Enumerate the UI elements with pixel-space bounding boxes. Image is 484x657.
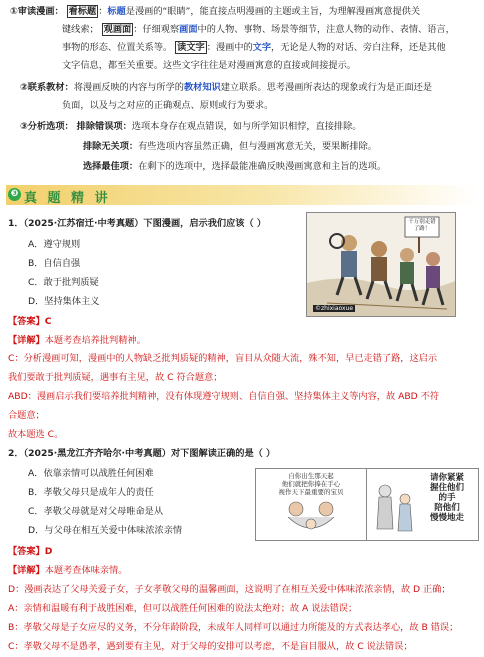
title-box: 看标题 <box>68 6 97 17</box>
analysis-head: 本题考查培养批判精神。 <box>44 335 146 346</box>
exclude-irrelevant-label: 排除无关项： <box>83 141 139 152</box>
item-title: 分析选项： <box>27 121 74 132</box>
text: 仔细观察 <box>142 24 180 35</box>
item-number: ③ <box>20 121 28 132</box>
q2-cartoon-left-drawing <box>256 469 366 540</box>
method-item1-line3: 事物的形态、位置关系等。 读文字 ：漫画中的文字，无论是人物的对话、旁白注释，还是其他 <box>62 42 446 53</box>
q1-answer <box>8 316 52 328</box>
text: ，无论是人物的对话、旁白注释，还是其他 <box>271 42 446 53</box>
q2-cartoon-left-panel <box>256 469 367 540</box>
keyword-textbook: 教材知识 <box>183 82 221 93</box>
q1-analysis-line: 合题意； <box>8 410 45 421</box>
answer-label: 【答案】 <box>8 316 45 327</box>
keyword-words: 文字 <box>252 42 272 53</box>
q2-option-c: C．孝敬父母就是对父母唯命是从 <box>28 506 164 517</box>
q1-stem: 1．（2025·江苏宿迁·中考真题）下图漫画，启示我们应该（ ） <box>8 218 267 229</box>
q2-cartoon-image <box>255 468 479 541</box>
q1-option-b: B．自信自强 <box>28 258 81 269</box>
analysis-label: 【详解】 <box>8 565 45 576</box>
answer-label: 【答案】 <box>8 546 45 557</box>
method-item1: ①审读漫画： 看标题 ：标题是漫画的“眼睛”，能直接点明漫画的主题或主旨，为理解漫画寓意提供关 <box>10 6 421 17</box>
choose-best-label: 选择最佳项： <box>83 161 139 172</box>
q2-analysis-line: B：孝敬父母是子女应尽的义务，不分年龄阶段，未成年人同样可以通过力所能及的方式表达孝心，故 B 错误； <box>8 622 459 633</box>
q1-option-a: A．遵守规则 <box>28 239 81 250</box>
q2-cartoon-left-text: 自你出生那天起 他们就把你捧在手心 视作天下最重要的宝贝 <box>278 472 344 496</box>
text: 在剩下的选项中，选择最能准确反映漫画寓意和主旨的选项。 <box>138 161 387 172</box>
answer-value: C <box>44 316 52 327</box>
words-box: 读文字 <box>177 42 205 53</box>
q1-analysis-head <box>8 335 146 347</box>
text: 中的人物、事物、场景等细节，注意人物的动作、表情、语言， <box>197 24 455 35</box>
method-item3-line3 <box>83 161 386 173</box>
text: 文字信息，都至关重要。这些文字往往是对漫画寓意的直接或间接提示。 <box>62 60 356 71</box>
exclude-wrong-label: 排除错误项： <box>76 121 132 132</box>
text: 将漫画反映的内容与所学的 <box>73 82 184 93</box>
q1-cartoon-sign: 千万别走错了路！ <box>408 219 436 232</box>
text: 选项本身存在观点错误，如与所学知识相悖，直接排除。 <box>131 121 362 132</box>
method-item3 <box>20 121 361 133</box>
q2-analysis-line: D：漫画表达了父母关爱子女，子女孝敬父母的温馨画面，这说明了在相互关爱中体味浓浓亲情，故 D 正确； <box>8 584 451 595</box>
q1-cartoon-image <box>306 212 456 317</box>
item-title: 联系教材： <box>27 82 74 93</box>
item-title: 审读漫画： <box>17 6 64 17</box>
analysis-head: 本题考查体味亲情。 <box>44 565 128 576</box>
section-number-icon: ❸ <box>8 188 21 201</box>
q2-analysis-line: C：孝敬父母不是愚孝，遇到要有主见，对于父母的安排可以考虑，不是盲目服从，故 C 说法错误； <box>8 641 413 652</box>
q2-analysis-head <box>8 565 127 577</box>
keyword-picture: 画面 <box>179 24 198 35</box>
q1-option-c: C．敢于批判质疑 <box>28 277 99 288</box>
text: 漫画中的 <box>215 42 253 53</box>
q1-analysis-line: 故本题选 C。 <box>8 429 64 440</box>
q1-analysis-line: 我们要敢于批判质疑，遇事有主见，故 C 符合题意； <box>8 372 223 383</box>
text: 负面，以及与之对应的正确观点、原则或行为要求。 <box>62 100 274 111</box>
item-number: ① <box>10 6 18 17</box>
method-item2-line2 <box>62 100 273 112</box>
text: 建立联系。思考漫画所表达的现象或行为是正面还是 <box>220 82 433 93</box>
q2-option-d: D．与父母在相互关爱中体味浓浓亲情 <box>28 525 183 536</box>
q2-option-a: A．依靠亲情可以战胜任何困难 <box>28 468 154 479</box>
method-item2 <box>20 82 432 94</box>
keyword-title: 标题 <box>107 6 126 17</box>
q1-option-d: D．坚持集体主义 <box>28 296 100 307</box>
analysis-label: 【详解】 <box>8 335 45 346</box>
q1-analysis-line: ABD：漫画启示我们要培养批判精神，没有体现遵守规则、自信自强、坚持集体主义等内容，故 ABD 不符 <box>8 391 440 402</box>
method-item1-line4 <box>62 60 356 72</box>
q1-analysis-line: C：分析漫画可知，漫画中的人物缺乏批判质疑的精神，盲目从众随大流，殊不知，早已走错了路，这启示 <box>8 353 438 364</box>
method-item1-line2: 键线索； 观画面 ：仔细观察画面中的人物、事物、场景等细节，注意人物的动作、表情、语言， <box>62 24 455 35</box>
item-number: ② <box>20 82 28 93</box>
method-item3-line2 <box>83 141 377 153</box>
q2-cartoon-right-panel <box>367 469 478 540</box>
text: 是漫画的“眼睛”，能直接点明漫画的主题或主旨，为理解漫画寓意提供关 <box>125 6 421 17</box>
section-header <box>6 185 478 205</box>
section-title: 真 题 精 讲 <box>24 191 111 206</box>
text: 键线索； <box>62 24 99 35</box>
picture-box: 观画面 <box>103 24 132 35</box>
q2-answer <box>8 546 52 558</box>
q2-cartoon-right-text: 请你紧紧 握住他们 的手 陪他们 慢慢地走 <box>429 473 464 523</box>
q2-option-b: B．孝敬父母只是成年人的责任 <box>28 487 154 498</box>
text: 有些选项内容虽然正确，但与漫画寓意无关，要果断排除。 <box>138 141 377 152</box>
text: 事物的形态、位置关系等。 <box>62 42 173 53</box>
q2-stem: 2．（2025·黑龙江齐齐哈尔·中考真题）对下图解读正确的是（ ） <box>8 448 276 459</box>
q1-cartoon-watermark: ©zhixiaoxue <box>315 305 354 312</box>
q2-analysis-line: A：亲情和温暖有利于战胜困难，但可以战胜任何困难的说法太绝对；故 A 说法错误； <box>8 603 358 614</box>
answer-value: D <box>44 546 53 557</box>
